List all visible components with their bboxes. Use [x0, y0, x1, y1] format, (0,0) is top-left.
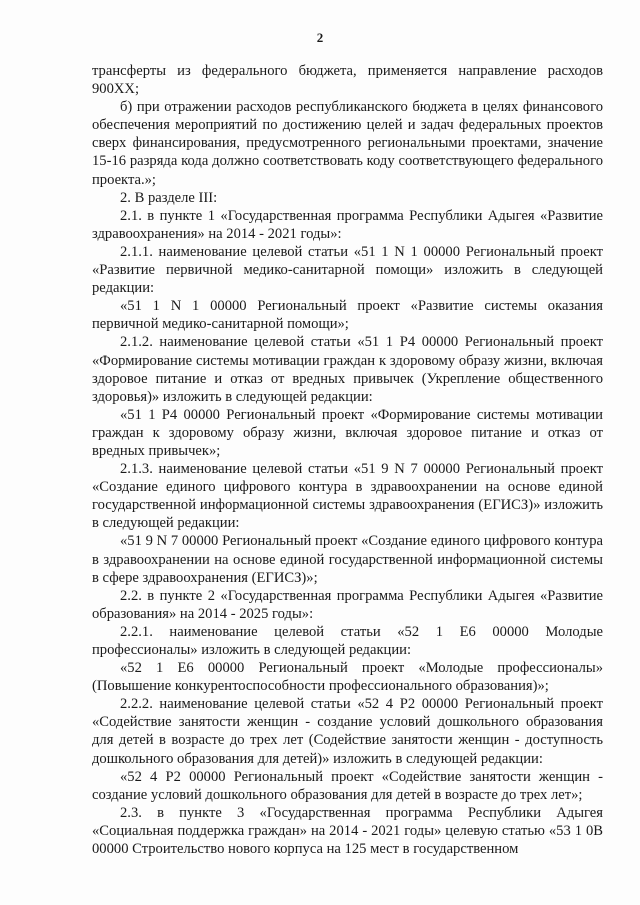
paragraph-2-1-1-new-text: «51 1 N 1 00000 Региональный проект «Развитие системы оказания первичной медико-санитарной помощи»; [92, 298, 603, 333]
page-number: 2 [316, 30, 324, 45]
paragraph-2-2-2: 2.2.2. наименование целевой статьи «52 4 Р2 00000 Региональный проект «Содействие занятости женщин - создание условий дошкольного образования для детей в возрасте до трех лет (Содействие занятости женщин - доступность дошкольного образования для детей)» изложить в следующей редакции: [92, 696, 603, 767]
paragraph-continuation: трансферты из федерального бюджета, применяется направление расходов 900ХХ; [92, 63, 603, 98]
paragraph-2-1-2-new-text: «51 1 Р4 00000 Региональный проект «Формирование системы мотивации граждан к здоровому образу жизни, включая здоровое питание и отказ от вредных привычек»; [92, 406, 603, 459]
paragraph-2-3: 2.3. в пункте 3 «Государственная программа Республики Адыгея «Социальная поддержка граждан» на 2014 - 2021 годы» целевую статью «53 1 0В 00000 Строительство нового корпуса на 125 мест в государственном [92, 804, 603, 858]
paragraph-2-2: 2.2. в пункте 2 «Государственная программа Республики Адыгея «Развитие образования» на 2014 - 2025 годы»: [92, 587, 603, 622]
paragraph-2-1-3-new-text: «51 9 N 7 00000 Региональный проект «Создание единого цифрового контура в здравоохранении на основе единой государственной информационной системы в сфере здравоохранения (ЕГИСЗ)»; [92, 533, 603, 586]
paragraph-2-1-2: 2.1.2. наименование целевой статьи «51 1 Р4 00000 Региональный проект «Формирование системы мотивации граждан к здоровому образу жизни, включая здоровое питание и отказ от вредных привычек (Укрепление общественного здоровья)» изложить в следующей редакции: [92, 334, 603, 405]
document-body [92, 62, 603, 858]
paragraph-2-2-1-new-text: «52 1 Е6 00000 Региональный проект «Молодые профессионалы» (Повышение конкурентоспособности профессионального образования)»; [92, 660, 603, 695]
paragraph-2-1: 2.1. в пункте 1 «Государственная программа Республики Адыгея «Развитие здравоохранения» на 2014 - 2021 годы»: [92, 207, 603, 242]
paragraph-2-1-1: 2.1.1. наименование целевой статьи «51 1 N 1 00000 Региональный проект «Развитие первичной медико-санитарной помощи» изложить в следующей редакции: [92, 243, 603, 297]
paragraph-item-b: б) при отражении расходов республиканского бюджета в целях финансового обеспечения мероприятий по достижению целей и задач федеральных проектов сверх финансирования, предусмотренного региональными проектами, значение 15-16 разряда кода должно соответствовать коду соответствующего федерального проекта.»; [92, 99, 603, 188]
paragraph-2-1-3: 2.1.3. наименование целевой статьи «51 9 N 7 00000 Региональный проект «Создание единого цифрового контура в здравоохранении на основе единой государственной информационной системы здравоохранения (ЕГИСЗ)» изложить в следующей редакции: [92, 461, 603, 532]
paragraph-2-2-1: 2.2.1. наименование целевой статьи «52 1 Е6 00000 Молодые профессионалы» изложить в следующей редакции: [92, 623, 603, 658]
paragraph-section-2: 2. В разделе III: [120, 189, 218, 206]
paragraph-2-2-2-new-text: «52 4 Р2 00000 Региональный проект «Содействие занятости женщин - создание условий дошкольного образования для детей в возрасте до трех лет»; [92, 768, 603, 803]
